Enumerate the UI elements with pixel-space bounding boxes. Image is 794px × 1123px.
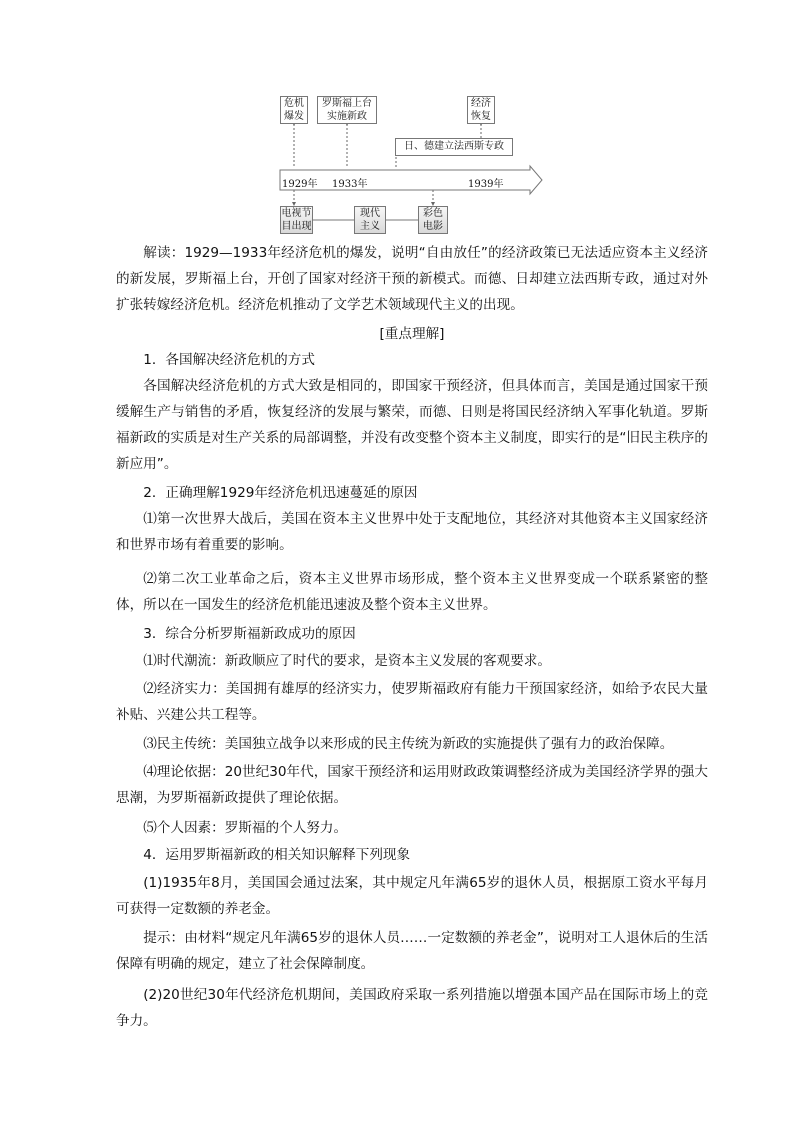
item-3-4: ⑷理论依据：20世纪30年代，国家干预经济和运用财政政策调整经济成为美国经济学界的强大思潮，为罗斯福新政提供了理论依据。 <box>116 764 708 806</box>
color-film-box: 彩色 电影 <box>418 206 448 234</box>
crisis-box: 危机 爆发 <box>280 96 308 124</box>
heading-2: 2．正确理解1929年经济危机迅速蔓延的原因 <box>143 485 418 501</box>
heading-3: 3．综合分析罗斯福新政成功的原因 <box>143 626 356 642</box>
interpretation-paragraph: 解读：1929—1933年经济危机的爆发，说明“自由放任”的经济政策已无法适应资本主义经济的新发展，罗斯福上台，开创了国家对经济干预的新模式。而德、日却建立法西斯专政，通过对外扩张转嫁经济危机。经济危机推动了文学艺术领域现代主义的出现。 <box>116 245 708 313</box>
year-1939: 1939年 <box>468 179 504 190</box>
heading-1: 1．各国解决经济危机的方式 <box>143 352 315 368</box>
recovery-box: 经济 恢复 <box>467 96 495 124</box>
year-1929: 1929年 <box>282 179 318 190</box>
modernism-box: 现代 主义 <box>354 206 386 234</box>
item-1-body: 各国解决经济危机的方式大致是相同的，即国家干预经济，但具体而言，美国是通过国家干预缓解生产与销售的矛盾，恢复经济的发展与繁荣，而德、日则是将国民经济纳入军事化轨道。罗斯福新政的实质是对生产关系的局部调整，并没有改变整个资本主义制度，即实行的是“旧民主秩序的新应用”。 <box>116 378 708 472</box>
item-3-5: ⑸个人因素：罗斯福的个人努力。 <box>143 820 348 836</box>
heading-4: 4．运用罗斯福新政的相关知识解释下列现象 <box>143 847 411 863</box>
item-4-1: (1)1935年8月，美国国会通过法案，其中规定凡年满65岁的退休人员，根据原工资水平每月可获得一定数额的养老金。 <box>116 875 708 917</box>
item-3-1: ⑴时代潮流：新政顺应了时代的要求，是资本主义发展的客观要求。 <box>143 653 551 669</box>
timeline-diagram <box>276 90 546 236</box>
item-4-2: (2)20世纪30年代经济危机期间，美国政府采取一系列措施以增强本国产品在国际市场上的竞争力。 <box>116 987 708 1029</box>
year-1933: 1933年 <box>332 179 368 190</box>
item-2-1: ⑴第一次世界大战后，美国在资本主义世界中处于支配地位，其经济对其他资本主义国家经济和世界市场有着重要的影响。 <box>116 511 708 553</box>
section-title: [重点理解] <box>379 326 445 342</box>
fascism-box: 日、德建立法西斯专政 <box>395 138 513 156</box>
hint-paragraph: 提示：由材料“规定凡年满65岁的退休人员……一定数额的养老金”，说明对工人退休后的生活保障有明确的规定，建立了社会保障制度。 <box>116 930 708 972</box>
tv-box: 电视节 目出现 <box>281 208 312 232</box>
roosevelt-box: 罗斯福上台 实施新政 <box>317 96 377 124</box>
item-3-2: ⑵经济实力：美国拥有雄厚的经济实力，使罗斯福政府有能力干预国家经济，如给予农民大量补贴、兴建公共工程等。 <box>116 681 708 723</box>
item-2-2: ⑵第二次工业革命之后，资本主义世界市场形成，整个资本主义世界变成一个联系紧密的整体，所以在一国发生的经济危机能迅速波及整个资本主义世界。 <box>116 571 708 613</box>
item-3-3: ⑶民主传统：美国独立战争以来形成的民主传统为新政的实施提供了强有力的政治保障。 <box>143 736 674 752</box>
